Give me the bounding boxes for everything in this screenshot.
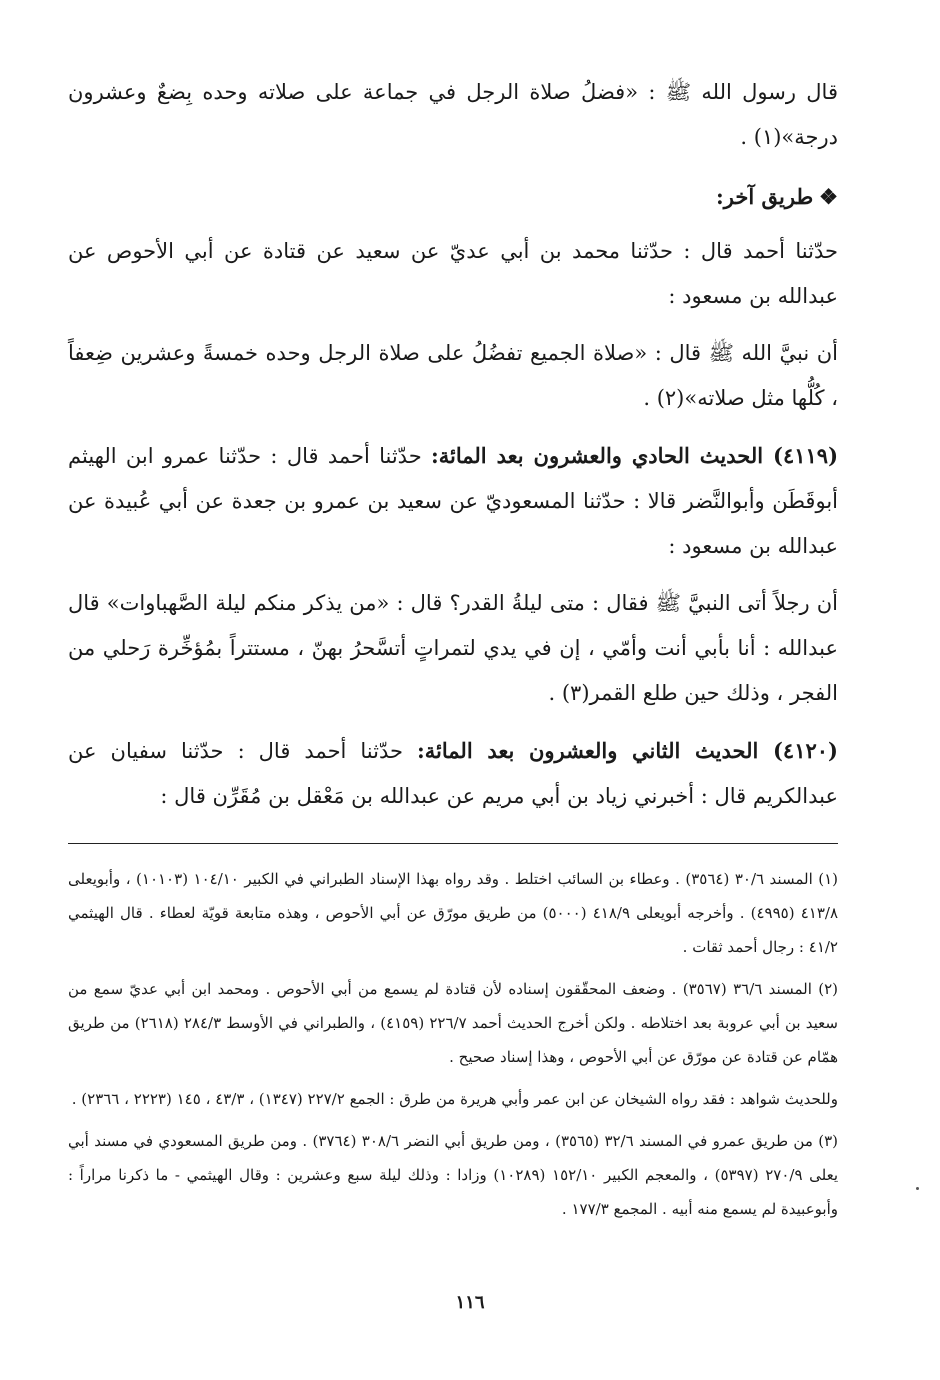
scan-speck [916, 1187, 919, 1190]
hadith-isnad: حدّثنا أحمد قال : حدّثنا سفيان عن عبدالكريم قال : أخبرني زياد بن أبي مريم عن عبدالله بن مَعْقل بن مُقَرِّن قال : [68, 739, 838, 808]
section-heading [68, 174, 838, 219]
paragraph-hadith-text: قال رسول الله ﷺ : «فضلُ صلاة الرجل في جماعة على صلاته وحده بِضعٌ وعشرون درجة»(١) . [68, 80, 838, 149]
page-body [68, 70, 838, 1226]
footnotes [68, 862, 838, 1226]
footnote-2: (٢) المسند ٣٦/٦ (٣٥٦٧) . وضعف المحقّقون إسناده لأن قتادة لم يسمع من أبي الأحوص . ومحمد ابن أبي عديّ سمع من سعيد بن أبي عروبة بعد اختلاطه . ولكن أخرج الحديث أحمد ٢٢٦/٧ (٤١٥٩) ، والطبراني في الأوسط ٢٨٤/٣ (٢٦١٨) من طريق همّام عن قتادة عن مورّق عن أبي الأحوص ، وهذا إسناد صحيح . [68, 980, 838, 1066]
main-text [68, 70, 838, 819]
footnote-1: (١) المسند ٣٠/٦ (٣٥٦٤) . وعطاء بن السائب اختلط . وقد رواه بهذا الإسناد الطبراني في الكبير ١٠٤/١٠ (١٠١٠٣) ، وأبويعلى ٤١٣/٨ (٤٩٩٥) . وأخرجه أبويعلى ٤١٨/٩ (٥٠٠٠) من طريق مورّق عن أبي الأحوص ، وهذه متابعة قويّة لعطاء . قال الهيثمي ٤١/٢ : رجال أحمد ثقات . [68, 870, 838, 956]
section-heading-label: طريق آخر: [716, 184, 814, 209]
paragraph-isnad: حدّثنا أحمد قال : حدّثنا محمد بن أبي عديّ عن سعيد عن قتادة عن أبي الأحوص عن عبدالله بن مسعود : [68, 239, 838, 308]
hadith-entry-4119 [68, 433, 838, 569]
footnote-divider [68, 843, 838, 844]
diamond-bullet-icon: ❖ [819, 184, 838, 209]
footnote-3: (٣) من طريق عمرو في المسند ٣٢/٦ (٣٥٦٥) ، ومن طريق أبي النضر ٣٠٨/٦ (٣٧٦٤) . ومن طريق المسعودي في مسند أبي يعلى ٢٧٠/٩ (٥٣٩٧) ، والمعجم الكبير ١٥٢/١٠ (١٠٢٨٩) وزادا : وذلك ليلة سبع وعشرين : وقال الهيثمي - ما ذكرنا مراراً : وأبوعبيدة لم يسمع منه أبيه . المجمع ١٧٧/٣ . [68, 1132, 839, 1218]
hadith-entry-4120 [68, 728, 838, 819]
page-number: ١١٦ [455, 1292, 485, 1313]
hadith-title: (٤١٢٠) الحديث الثاني والعشرون بعد المائة: [417, 738, 838, 763]
hadith-title: (٤١١٩) الحديث الحادي والعشرون بعد المائة: [431, 443, 838, 468]
paragraph-hadith-text: أن رجلاً أتى النبيَّ ﷺ فقال : متى ليلةُ القدر؟ قال : «من يذكر منكم ليلة الصَّهباوات» قال عبدالله : أنا بأبي أنت وأمّي ، إن في يدي لتمراتٍ أتسَّحرُ بهنّ ، مستتراً بمُؤخِّرة رَحلي من الفجر ، وذلك حين طلع القمر(٣) . [68, 591, 839, 705]
hadith-isnad: حدّثنا أحمد قال : حدّثنا عمرو ابن الهيثم أبوقَطَن وأبوالنَّضر قالا : حدّثنا المسعوديّ عن سعيد بن عمرو بن جعدة عن أبي عُبيدة عن عبدالله بن مسعود : [68, 444, 838, 558]
footnote-2-continued: وللحديث شواهد : فقد رواه الشيخان عن ابن عمر وأبي هريرة من طرق : الجمع ٢٢٧/٢ (١٣٤٧) ، ٤٣/٣ ، ١٤٥ (٢٢٢٣ ، ٢٣٦٦) . [71, 1090, 838, 1108]
paragraph-hadith-text: أن نبيَّ الله ﷺ قال : «صلاة الجميع تفضُلُ على صلاة الرجل وحده خمسةً وعشرين ضِعفاً ، كُلُّها مثل صلاته»(٢) . [68, 341, 838, 410]
